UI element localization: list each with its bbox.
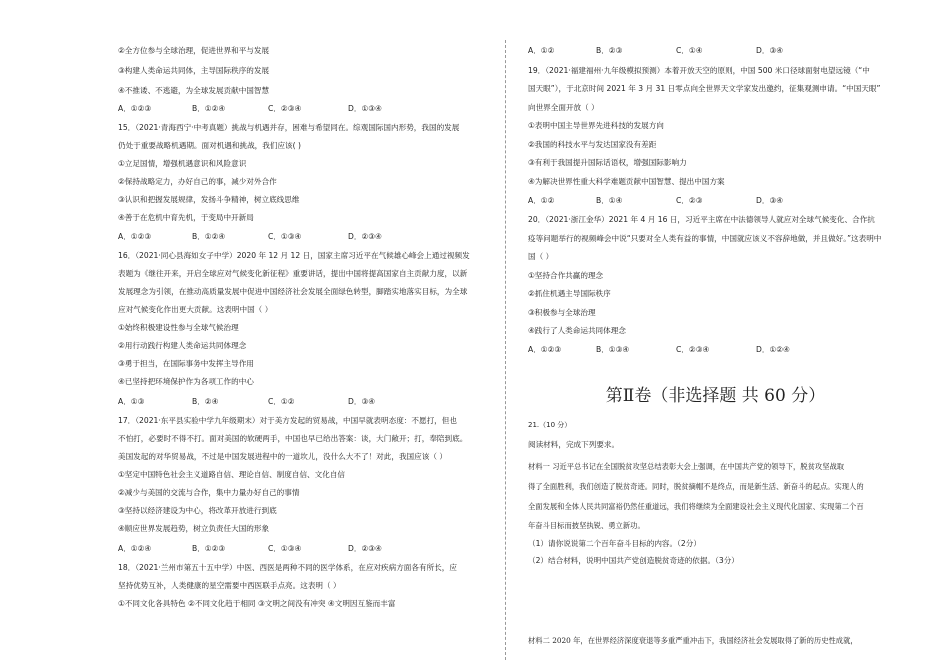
material-text: 材料一 习近平总书记在全国脱贫攻坚总结表彰大会上强调，在中国共产党的领导下，脱贫攻坚战取 (528, 462, 845, 471)
section-title: 第Ⅱ卷（非选择题 共 60 分） (605, 386, 826, 406)
option: C．②③④ (268, 104, 302, 113)
text-line: ④顺应世界发展趋势，树立负责任大国的形象 (118, 524, 270, 533)
option: A．①②④ (118, 544, 152, 553)
text-line: ③勇于担当，在国际事务中发挥主导作用 (118, 359, 254, 368)
text-line: ①坚定中国特色社会主义道路自信、理论自信、制度自信、文化自信 (118, 470, 346, 479)
text-line: 坚持优势互补，人类健康的星空需要中西医联手点亮。这表明（ ） (118, 581, 341, 590)
text-line: 表题为《继往开来，开启全球应对气候变化新征程》重要讲话，提出中国将提高国家自主贡献力度，以新 (118, 269, 468, 278)
text-line: ④善于在危机中育先机，于变局中开新局 (118, 213, 254, 222)
option: A．①② (528, 46, 555, 55)
text-line: ②用行动践行构建人类命运共同体理念 (118, 341, 247, 350)
option: B．①④ (596, 196, 623, 205)
option: A．①②③ (118, 104, 152, 113)
text-line: 国（ ） (528, 252, 554, 261)
option: D．①②④ (756, 345, 790, 354)
question-19: 19．（2021·福建福州·九年级模拟预测）本着开放天空的原则，中国 500 米口径球面射电望远镜（“中 (528, 66, 870, 75)
question-21: 21.（10 分） (528, 421, 572, 429)
text-line: ②我国的科技水平与发达国家没有差距 (528, 140, 657, 149)
question-17: 17．（2021·东平县实验中学九年级期末）对于美方发起的贸易战，中国早就表明态度：不愿打，但也 (118, 416, 457, 425)
text-line: ②抓住机遇主导国际秩序 (528, 289, 611, 298)
text-line: 国天眼”），于北京时间 2021 年 3 月 31 日零点向全世界天文学家发出邀约，征集观测申请。“中国天眼” (528, 84, 881, 93)
question-16: 16．（2021·同心县海如女子中学）2020 年 12 月 12 日，国家主席习近平在气候雄心峰会上通过视频发 (118, 251, 470, 260)
option: D．②③④ (348, 544, 382, 553)
option: C．②③ (676, 196, 703, 205)
text-line: 仍处于重要战略机遇期。面对机遇和挑战，我们应该( ) (118, 141, 301, 150)
option: B．①②④ (192, 104, 226, 113)
option: C．①③④ (268, 544, 302, 553)
text-line: ③构建人类命运共同体，主导国际秩序的发展 (118, 66, 270, 75)
option: B．②③ (596, 46, 623, 55)
text-line: ①始终积极建设性参与全球气候治理 (118, 323, 239, 332)
text-line: 发展理念为引领，在推动高质量发展中促进中国经济社会发展全面绿色转型，脚踏实地落实目标，为全球 (118, 287, 468, 296)
option: D．③④ (756, 46, 784, 55)
option: D．③④ (756, 196, 784, 205)
option: C．①④ (676, 46, 703, 55)
option: C．①③④ (268, 232, 302, 241)
text-line: 疫等问题举行的视频峰会中说“只要对全人类有益的事情，中国就应该义不容辞地做，并且做好。”这表明中 (528, 234, 882, 243)
option: B．①②④ (192, 232, 226, 241)
text-line: ②保持战略定力，办好自己的事，减少对外合作 (118, 177, 277, 186)
option: A．①② (528, 196, 555, 205)
question-15: 15．（2021·青海西宁·中考真题）挑战与机遇并存，困难与希望同在。综观国际国内形势，我国的发展 (118, 123, 460, 132)
question-18: 18．（2021·兰州市第五十五中学）中医、西医是两种不同的医学体系，在应对疾病方面各有所长，应 (118, 563, 457, 572)
column-divider (505, 40, 506, 660)
option: C．②③④ (676, 345, 710, 354)
text-line: ④践行了人类命运共同体理念 (528, 326, 626, 335)
text-line: ①立足国情，增强机遇意识和风险意识 (118, 159, 247, 168)
material-text: 全面发展和全体人民共同富裕仍然任重道远，我们将继续为全面建设社会主义现代化国家、实现第二个百 (528, 502, 864, 511)
text-line: ④不推诿、不逃避，为全球发展贡献中国智慧 (118, 86, 270, 95)
text-line: ①坚持合作共赢的理念 (528, 271, 604, 280)
text-line: ①表明中国主导世界先进科技的发展方向 (528, 121, 664, 130)
option: B．①②③ (192, 544, 226, 553)
material-text: 年奋斗目标而披坚执锐、勇立新功。 (528, 521, 645, 530)
question-20: 20．（2021·浙江金华）2021 年 4 月 16 日，习近平主席在中法德领导人就应对全球气候变化、合作抗 (528, 215, 875, 224)
text-line: ②减少与美国的交流与合作，集中力量办好自己的事情 (118, 488, 300, 497)
option: D．①③④ (348, 104, 382, 113)
text-line: ①不同文化各具特色 ②不同文化趋于相同 ③文明之间没有冲突 ④文明因互鉴而丰富 (118, 599, 396, 608)
material-text: 得了全面胜利，我们创造了脱贫奇迹。同时，脱贫摘帽不是终点，而是新生活、新奋斗的起点。实现人的 (528, 482, 864, 491)
text-line: ④已坚持把环境保护作为各项工作的中心 (118, 377, 254, 386)
text-line: ④为解决世界性重大科学难题贡献中国智慧、提出中国方案 (528, 177, 725, 186)
text-line: 应对气候变化作出更大贡献。这表明中国（ ） (118, 305, 273, 314)
material-text: 材料二 2020 年，在世界经济深度衰退等多重严重冲击下，我国经济社会发展取得了新的历史性成就， (528, 636, 858, 645)
option: C．①② (268, 397, 295, 406)
text-line: ③坚持以经济建设为中心，将改革开放进行到底 (118, 506, 277, 515)
option: D．②③④ (348, 232, 382, 241)
text-line: 美国发起的对华贸易战，不过是中国发展进程中的一道坎儿，没什么大不了！对此，我国应该（ ） (118, 452, 447, 461)
sub-question: （2）结合材料，说明中国共产党创造脱贫奇迹的依据。（3分） (528, 556, 739, 565)
text-line: ③有利于我国提升国际话语权，增强国际影响力 (528, 158, 687, 167)
text-line: ③积极参与全球治理 (528, 308, 596, 317)
option: B．①③④ (596, 345, 630, 354)
option: B．②④ (192, 397, 219, 406)
option: A．①②③ (118, 232, 152, 241)
option: A．①②③ (528, 345, 562, 354)
instruction: 阅读材料，完成下列要求。 (528, 440, 620, 449)
option: D．③④ (348, 397, 376, 406)
text-line: 不怕打，必要时不得不打。面对美国的软硬两手，中国也早已给出答案：谈，大门敞开；打，奉陪到底。 (118, 434, 468, 443)
text-line: 向世界全面开放（ ） (528, 103, 599, 112)
text-line: ②全方位参与全球治理，促进世界和平与发展 (118, 46, 270, 55)
text-line: ③认识和把握发展规律，发扬斗争精神，树立底线思维 (118, 195, 300, 204)
sub-question: （1）请你说说第二个百年奋斗目标的内容。（2分） (528, 539, 701, 548)
option: A．①③ (118, 397, 145, 406)
